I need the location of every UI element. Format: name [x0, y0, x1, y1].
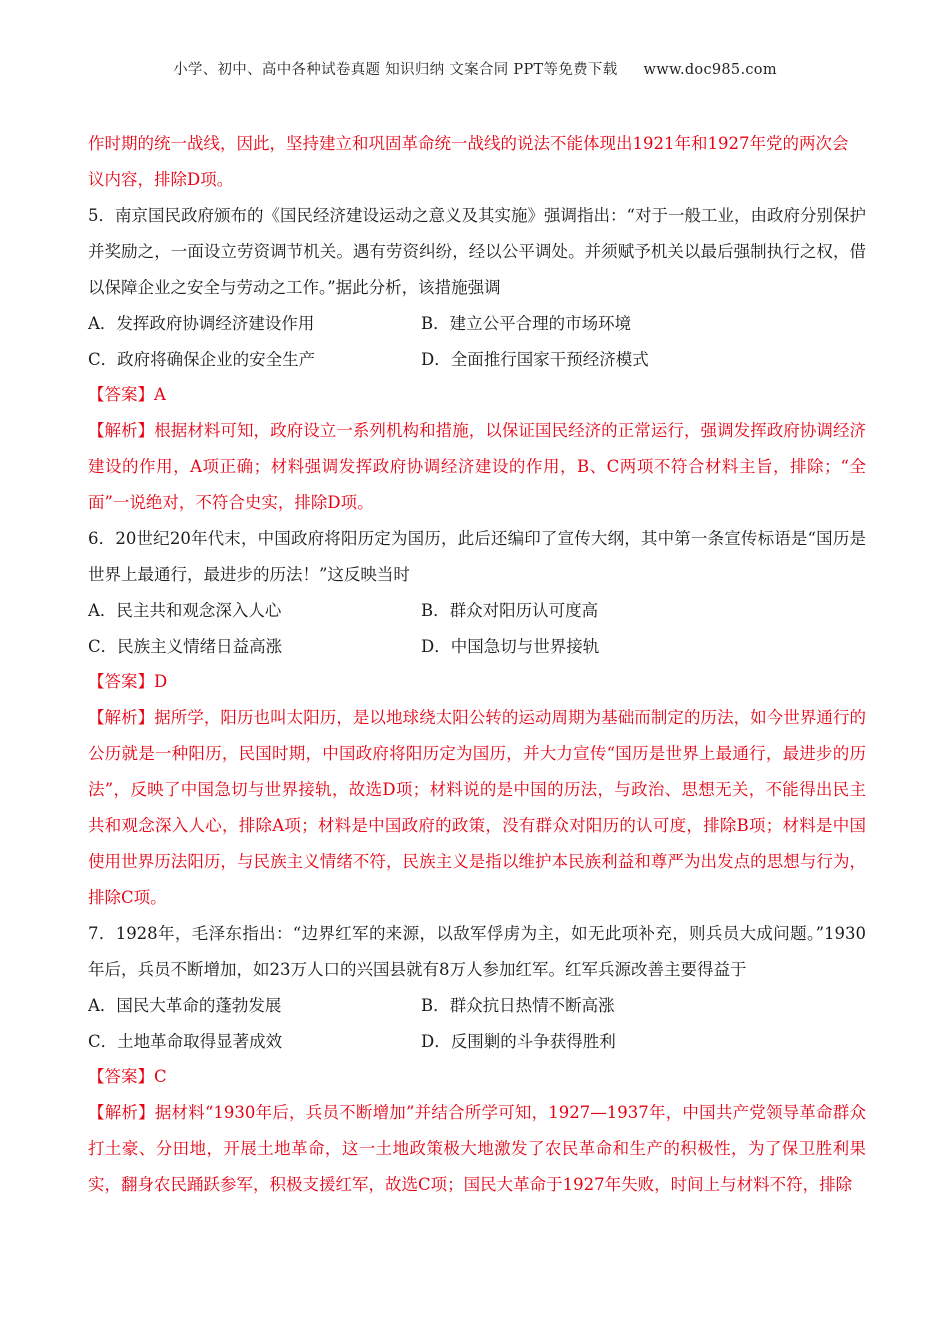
question-options [88, 306, 866, 377]
question-7 [88, 916, 866, 1203]
question-stem: 7．1928年，毛泽东指出：“边界红军的来源，以敌军俘虏为主，如无此项补充，则兵员大成问题。”1930年后，兵员不断增加，如23万人口的兴国县就有8万人参加红军。红军兵源改善主要得益于 [88, 924, 866, 979]
analysis-tag: 【解析】 [88, 421, 155, 440]
analysis [88, 413, 866, 521]
analysis-tag: 【解析】 [88, 708, 155, 727]
analysis-text: 据所学，阳历也叫太阳历，是以地球绕太阳公转的运动周期为基础而制定的历法，如今世界通行的公历就是一种阳历，民国时期，中国政府将阳历定为国历，并大力宣传“国历是世界上最通行，最进步的历法”，反映了中国急切与世界接轨，故选D项；材料说的是中国的历法，与政治、思想无关，不能得出民主共和观念深入人心，排除A项；材料是中国政府的政策，没有群众对阳历的认可度，排除B项；材料是中国使用世界历法阳历，与民族主义情绪不符，民族主义是指以维护本民族利益和尊严为出发点的思想与行为，排除C项。 [88, 708, 867, 907]
answer: 【答案】D [88, 672, 168, 691]
continued-analysis-line-2: 议内容，排除D项。 [88, 170, 234, 189]
option-a: A．国民大革命的蓬勃发展 [88, 996, 282, 1015]
answer: 【答案】A [88, 385, 166, 404]
option-d: D．全面推行国家干预经济模式 [421, 349, 649, 369]
question-options [88, 988, 866, 1059]
document-body [88, 126, 866, 1203]
question-5 [88, 198, 866, 521]
option-c: C．政府将确保企业的安全生产 [88, 349, 316, 369]
analysis-tag: 【解析】 [88, 1103, 155, 1122]
option-c: C．土地革命取得显著成效 [88, 1031, 283, 1051]
option-d: D．反围剿的斗争获得胜利 [421, 1031, 616, 1051]
option-a: A．发挥政府协调经济建设作用 [88, 314, 315, 333]
option-b: B．建立公平合理的市场环境 [421, 314, 632, 333]
header-text: 小学、初中、高中各种试卷真题 知识归纳 文案合同 PPT等免费下载 [173, 62, 618, 78]
option-d: D．中国急切与世界接轨 [421, 636, 600, 656]
answer: 【答案】C [88, 1067, 167, 1086]
question-options [88, 593, 866, 664]
analysis-text: 根据材料可知，政府设立一系列机构和措施，以保证国民经济的正常运行，强调发挥政府协调经济建设的作用，A项正确；材料强调发挥政府协调经济建设的作用，B、C两项不符合材料主旨，排除；“全面”一说绝对，不符合史实，排除D项。 [88, 421, 867, 512]
question-stem: 6．20世纪20年代末，中国政府将阳历定为国历，此后还编印了宣传大纲，其中第一条宣传标语是“国历是世界上最通行，最进步的历法！”这反映当时 [88, 529, 866, 584]
question-stem: 5．南京国民政府颁布的《国民经济建设运动之意义及其实施》强调指出：“对于一般工业，由政府分别保护并奖励之，一面设立劳资调节机关。遇有劳资纠纷，经以公平调处。并须赋予机关以最后强制执行之权，借以保障企业之安全与劳动之工作。”据此分析，该措施强调 [88, 206, 866, 297]
option-a: A．民主共和观念深入人心 [88, 601, 282, 620]
option-c: C．民族主义情绪日益高涨 [88, 636, 283, 656]
page-header [0, 58, 950, 79]
question-6 [88, 521, 866, 916]
continued-analysis-line-1: 作时期的统一战线，因此，坚持建立和巩固革命统一战线的说法不能体现出1921年和1927年党的两次会 [88, 134, 849, 153]
analysis [88, 1095, 866, 1203]
option-b: B．群众对阳历认可度高 [421, 601, 599, 620]
header-site: www.doc985.com [643, 62, 777, 78]
option-b: B．群众抗日热情不断高涨 [421, 996, 615, 1015]
analysis [88, 700, 866, 916]
analysis-text: 据材料“1930年后，兵员不断增加”并结合所学可知，1927—1937年，中国共产党领导革命群众打土豪、分田地，开展土地革命，这一土地政策极大地激发了农民革命和生产的积极性，为了保卫胜利果实，翻身农民踊跃参军，积极支援红军，故选C项；国民大革命于1927年失败，时间上与材料不符，排除 [88, 1103, 866, 1194]
